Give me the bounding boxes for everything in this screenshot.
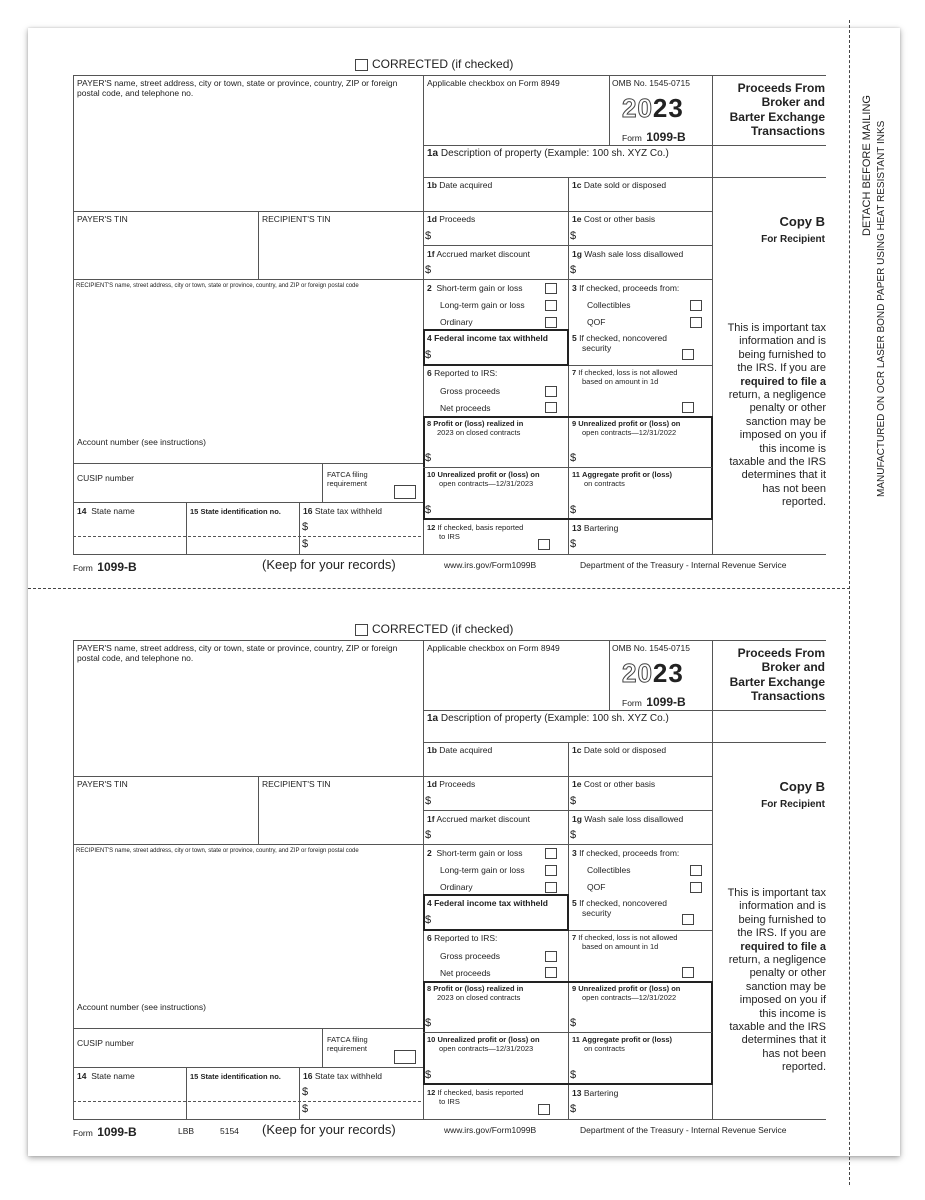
form-id: Form 1099-B xyxy=(622,695,686,709)
tax-year: 2023 xyxy=(622,93,684,123)
form-id: Form 1099-B xyxy=(622,130,686,144)
box-15-label: 15 State identification no. xyxy=(190,507,281,516)
box-1e-dollar: $ xyxy=(570,795,577,807)
detach-notice: DETACH BEFORE MAILING xyxy=(861,95,873,236)
box-1f-dollar: $ xyxy=(425,829,432,841)
for-recipient-label: For Recipient xyxy=(761,234,825,245)
net-proceeds-checkbox[interactable] xyxy=(545,967,557,978)
box-1c-label: 1c Date sold or disposed xyxy=(572,180,667,190)
box-7-label: 7 If checked, loss is not allowed based on amount in 1d xyxy=(572,368,678,386)
omb-number: OMB No. 1545-0715 xyxy=(612,78,690,88)
box-1d-dollar: $ xyxy=(425,795,432,807)
qof-label: QOF xyxy=(587,317,606,327)
fatca-label: FATCA filing requirement xyxy=(327,1035,368,1053)
box-4-label: 4 Federal income tax withheld xyxy=(427,333,548,343)
net-proceeds-label: Net proceeds xyxy=(440,403,491,413)
box-13-label: 13 Bartering xyxy=(572,1088,619,1098)
corrected-checkbox[interactable] xyxy=(355,624,368,636)
payer-tin-label: PAYER'S TIN xyxy=(77,214,128,224)
box-11-dollar: $ xyxy=(570,1069,577,1081)
keep-for-records: (Keep for your records) xyxy=(262,1122,396,1137)
payer-tin-label: PAYER'S TIN xyxy=(77,779,128,789)
box-5-label: 5 If checked, noncovered security xyxy=(572,333,667,353)
keep-for-records: (Keep for your records) xyxy=(262,557,396,572)
gross-proceeds-checkbox[interactable] xyxy=(545,386,557,397)
fatca-label: FATCA filing requirement xyxy=(327,470,368,488)
box-1b-label: 1b Date acquired xyxy=(427,180,493,190)
box-4-dollar: $ xyxy=(425,349,432,361)
recipient-tin-label: RECIPIENT'S TIN xyxy=(262,779,331,789)
irs-url[interactable]: www.irs.gov/Form1099B xyxy=(444,560,537,570)
box-1d-dollar: $ xyxy=(425,230,432,242)
box-8-label: 8 Profit or (loss) realized in 2023 on closed contracts xyxy=(427,984,524,1002)
box-1f-label: 1f Accrued market discount xyxy=(427,249,531,259)
box-1d-label: 1d Proceeds xyxy=(427,779,476,789)
net-proceeds-checkbox[interactable] xyxy=(545,402,557,413)
box-10-dollar: $ xyxy=(425,1069,432,1081)
net-proceeds-label: Net proceeds xyxy=(440,968,491,978)
long-term-label: Long-term gain or loss xyxy=(440,300,525,310)
box-16-dollar-a: $ xyxy=(302,521,309,533)
short-term-checkbox[interactable] xyxy=(545,848,557,859)
manufacture-notice: MANUFACTURED ON OCR LASER BOND PAPER USING HEAT RESISTANT INKS xyxy=(876,120,887,497)
recipient-tin-label: RECIPIENT'S TIN xyxy=(262,214,331,224)
noncovered-checkbox[interactable] xyxy=(682,914,694,925)
box-6-label: 6 Reported to IRS: xyxy=(427,368,498,378)
corrected-label: CORRECTED (if checked) xyxy=(372,57,514,71)
horizontal-perforation xyxy=(28,588,850,589)
form-title: Proceeds From Broker and Barter Exchange Transactions xyxy=(729,81,825,139)
loss-not-allowed-checkbox[interactable] xyxy=(682,967,694,978)
box-9-label: 9 Unrealized profit or (loss) on open contracts—12/31/2022 xyxy=(572,984,681,1002)
box-1g-label: 1g Wash sale loss disallowed xyxy=(572,814,684,824)
long-term-label: Long-term gain or loss xyxy=(440,865,525,875)
fatca-checkbox[interactable] xyxy=(394,1050,416,1064)
noncovered-checkbox[interactable] xyxy=(682,349,694,360)
box-1c-label: 1c Date sold or disposed xyxy=(572,745,667,755)
box-4-dollar: $ xyxy=(425,914,432,926)
gross-proceeds-label: Gross proceeds xyxy=(440,386,500,396)
gross-proceeds-label: Gross proceeds xyxy=(440,951,500,961)
box-11-dollar: $ xyxy=(570,504,577,516)
important-notice: This is important tax information and is being furnished to the IRS. If you are required to file a return, a negligence penalty or other sanction may be imposed on you if this income is taxable and the IRS determines that it has not been reported. xyxy=(727,887,826,1074)
form-1099b-top xyxy=(46,57,826,602)
applicable-checkbox-label: Applicable checkbox on Form 8949 xyxy=(427,78,560,88)
box-16-label: 16 State tax withheld xyxy=(303,1071,382,1081)
payer-info-label: PAYER'S name, street address, city or town, state or province, country, ZIP or foreign postal code, and telephone no. xyxy=(77,643,398,663)
collectibles-checkbox[interactable] xyxy=(690,300,702,311)
box-4-label: 4 Federal income tax withheld xyxy=(427,898,548,908)
box-14-label: 14 State name xyxy=(77,506,135,516)
irs-url[interactable]: www.irs.gov/Form1099B xyxy=(444,1125,537,1135)
loss-not-allowed-checkbox[interactable] xyxy=(682,402,694,413)
fatca-checkbox[interactable] xyxy=(394,485,416,499)
box-8-dollar: $ xyxy=(425,1017,432,1029)
box-5-label: 5 If checked, noncovered security xyxy=(572,898,667,918)
basis-reported-checkbox[interactable] xyxy=(538,539,550,550)
footer-form-id: Form 1099-B xyxy=(73,560,137,574)
box-16-dollar-b: $ xyxy=(302,1103,309,1115)
collectibles-checkbox[interactable] xyxy=(690,865,702,876)
cusip-label: CUSIP number xyxy=(77,473,135,483)
box-16-dollar-b: $ xyxy=(302,538,309,550)
recipient-info-label: RECIPIENT'S name, street address, city or town, state or province, country, and ZIP or foreign postal code xyxy=(76,848,359,854)
box-1g-label: 1g Wash sale loss disallowed xyxy=(572,249,684,259)
box-1a-label: 1a Description of property (Example: 100 sh. XYZ Co.) xyxy=(427,713,669,724)
box-2-label: 2 Short-term gain or loss xyxy=(427,283,523,293)
for-recipient-label: For Recipient xyxy=(761,799,825,810)
box-3-label: 3 If checked, proceeds from: xyxy=(572,283,680,293)
treasury-dept: Department of the Treasury - Internal Revenue Service xyxy=(580,560,787,570)
box-1e-label: 1e Cost or other basis xyxy=(572,214,656,224)
box-2-label: 2 Short-term gain or loss xyxy=(427,848,523,858)
box-6-label: 6 Reported to IRS: xyxy=(427,933,498,943)
form-1099b-bottom xyxy=(46,622,826,1167)
omb-number: OMB No. 1545-0715 xyxy=(612,643,690,653)
long-term-checkbox[interactable] xyxy=(545,300,557,311)
box-9-dollar: $ xyxy=(570,1017,577,1029)
box-11-label: 11 Aggregate profit or (loss) on contracts xyxy=(572,1035,673,1053)
box-9-dollar: $ xyxy=(570,452,577,464)
vertical-perforation xyxy=(849,20,850,1185)
box-8-label: 8 Profit or (loss) realized in 2023 on closed contracts xyxy=(427,419,524,437)
box-13-dollar: $ xyxy=(570,1103,577,1115)
box-1f-label: 1f Accrued market discount xyxy=(427,814,531,824)
applicable-checkbox-label: Applicable checkbox on Form 8949 xyxy=(427,643,560,653)
box-1g-dollar: $ xyxy=(570,264,577,276)
box-1g-dollar: $ xyxy=(570,829,577,841)
tax-year: 2023 xyxy=(622,658,684,688)
ordinary-checkbox[interactable] xyxy=(545,317,557,328)
box-13-dollar: $ xyxy=(570,538,577,550)
box-16-label: 16 State tax withheld xyxy=(303,506,382,516)
ordinary-label: Ordinary xyxy=(440,882,473,892)
box-12-label: 12 If checked, basis reported to IRS xyxy=(427,1088,524,1106)
account-number-label: Account number (see instructions) xyxy=(77,437,206,447)
payer-info-label: PAYER'S name, street address, city or town, state or province, country, ZIP or foreign postal code, and telephone no. xyxy=(77,78,398,98)
short-term-checkbox[interactable] xyxy=(545,283,557,294)
box-11-label: 11 Aggregate profit or (loss) on contracts xyxy=(572,470,673,488)
box-16-dollar-a: $ xyxy=(302,1086,309,1098)
box-1d-label: 1d Proceeds xyxy=(427,214,476,224)
collectibles-label: Collectibles xyxy=(587,865,631,875)
ordinary-checkbox[interactable] xyxy=(545,882,557,893)
qof-label: QOF xyxy=(587,882,606,892)
lbb-code: LBB xyxy=(178,1126,195,1136)
box-1e-dollar: $ xyxy=(570,230,577,242)
copy-b-label: Copy B xyxy=(779,214,825,229)
gross-proceeds-checkbox[interactable] xyxy=(545,951,557,962)
box-15-label: 15 State identification no. xyxy=(190,1072,281,1081)
corrected-checkbox[interactable] xyxy=(355,59,368,71)
box-1a-label: 1a Description of property (Example: 100 sh. XYZ Co.) xyxy=(427,148,669,159)
box-7-label: 7 If checked, loss is not allowed based on amount in 1d xyxy=(572,933,678,951)
box-12-label: 12 If checked, basis reported to IRS xyxy=(427,523,524,541)
box-9-label: 9 Unrealized profit or (loss) on open contracts—12/31/2022 xyxy=(572,419,681,437)
account-number-label: Account number (see instructions) xyxy=(77,1002,206,1012)
qof-checkbox[interactable] xyxy=(690,317,702,328)
important-notice: This is important tax information and is being furnished to the IRS. If you are required to file a return, a negligence penalty or other sanction may be imposed on you if this income is taxable and the IRS determines that it has not been reported. xyxy=(727,322,826,509)
box-1e-label: 1e Cost or other basis xyxy=(572,779,656,789)
product-code: 5154 xyxy=(220,1126,239,1136)
ordinary-label: Ordinary xyxy=(440,317,473,327)
recipient-info-label: RECIPIENT'S name, street address, city or town, state or province, country, and ZIP or foreign postal code xyxy=(76,283,359,289)
corrected-label: CORRECTED (if checked) xyxy=(372,622,514,636)
treasury-dept: Department of the Treasury - Internal Revenue Service xyxy=(580,1125,787,1135)
cusip-label: CUSIP number xyxy=(77,1038,135,1048)
footer-form-id: Form 1099-B xyxy=(73,1125,137,1139)
box-3-label: 3 If checked, proceeds from: xyxy=(572,848,680,858)
box-14-label: 14 State name xyxy=(77,1071,135,1081)
box-10-dollar: $ xyxy=(425,504,432,516)
box-10-label: 10 Unrealized profit or (loss) on open contracts—12/31/2023 xyxy=(427,1035,540,1053)
box-13-label: 13 Bartering xyxy=(572,523,619,533)
basis-reported-checkbox[interactable] xyxy=(538,1104,550,1115)
form-title: Proceeds From Broker and Barter Exchange Transactions xyxy=(729,646,825,704)
box-8-dollar: $ xyxy=(425,452,432,464)
copy-b-label: Copy B xyxy=(779,779,825,794)
qof-checkbox[interactable] xyxy=(690,882,702,893)
box-1f-dollar: $ xyxy=(425,264,432,276)
box-1b-label: 1b Date acquired xyxy=(427,745,493,755)
collectibles-label: Collectibles xyxy=(587,300,631,310)
long-term-checkbox[interactable] xyxy=(545,865,557,876)
box-10-label: 10 Unrealized profit or (loss) on open contracts—12/31/2023 xyxy=(427,470,540,488)
